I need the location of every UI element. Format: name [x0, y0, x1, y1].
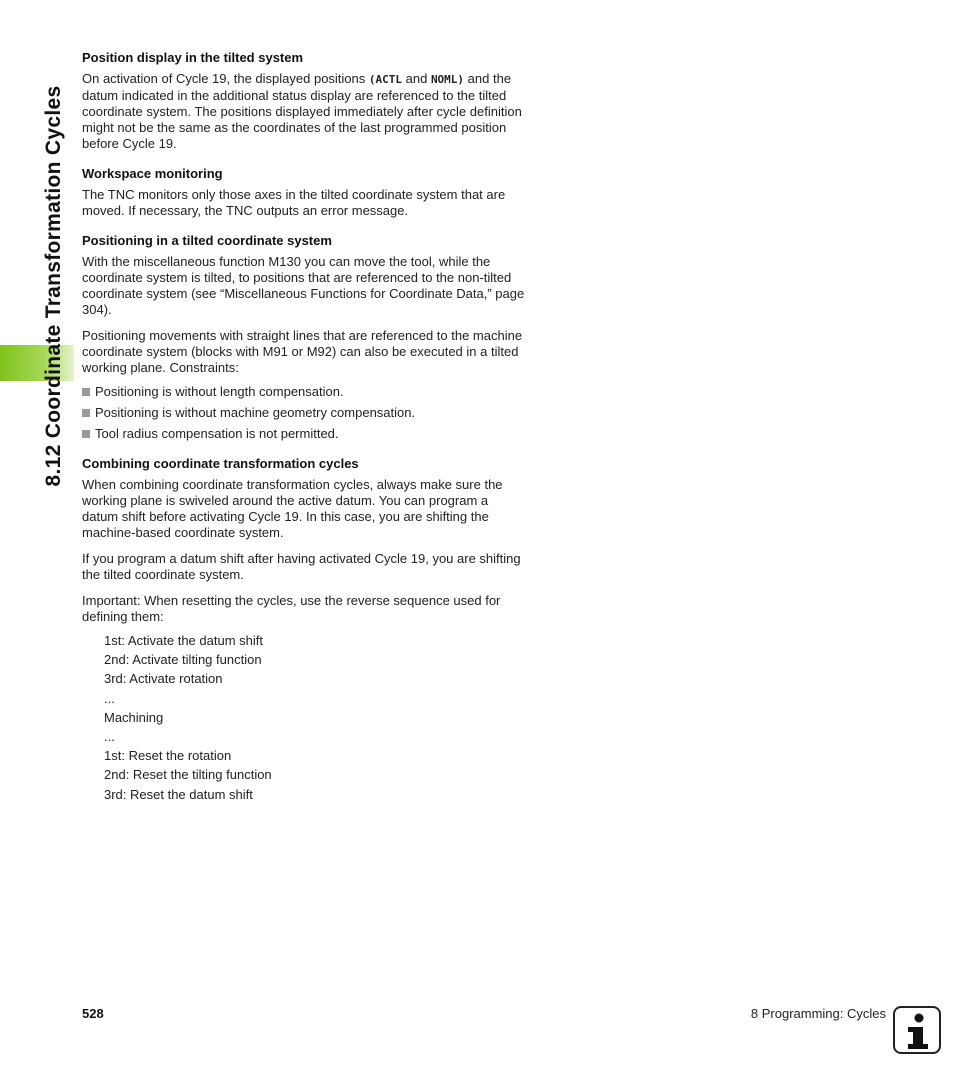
list-item — [82, 405, 527, 421]
chapter-label: 8 Programming: Cycles — [750, 1006, 886, 1021]
sequence-step: 1st: Activate the datum shift — [104, 633, 263, 648]
square-bullet-icon — [82, 388, 90, 396]
section-position-display — [82, 50, 527, 152]
info-icon — [893, 1006, 941, 1054]
sequence-step: ... — [104, 728, 115, 744]
text-run: and the datum indicated in the additional status display are referenced to the tilted coordinate system. The positions displayed immediately after cycle definition might not be the same as the coordinates of the last programmed position before Cycle 19. — [82, 71, 522, 151]
square-bullet-icon — [82, 430, 90, 438]
code-actl: (ACTL — [368, 73, 403, 86]
constraints-list — [82, 384, 527, 442]
code-noml: NOML) — [430, 73, 465, 86]
section-positioning-tilted — [82, 233, 527, 442]
list-item — [82, 384, 527, 400]
paragraph: With the miscellaneous function M130 you can move the tool, while the coordinate system is tilted, to positions that are referenced to the non-tilted coordinate system (see “Miscellaneous Functions for Coordinate Data,” page 304). — [82, 254, 525, 317]
paragraph: Important: When resetting the cycles, use the reverse sequence used for defining them: — [82, 593, 501, 624]
page-number: 528 — [82, 1006, 104, 1021]
section-heading: Positioning in a tilted coordinate system — [82, 233, 332, 248]
paragraph: Positioning movements with straight lines that are referenced to the machine coordinate system (blocks with M91 or M92) can also be executed in a tilted working plane. Constraints: — [82, 328, 523, 375]
sequence-step: 2nd: Reset the tilting function — [104, 767, 272, 783]
text-run: and — [402, 71, 431, 86]
sequence-step: Machining — [104, 709, 164, 725]
list-item-text: Positioning is without length compensation. — [95, 384, 344, 399]
sequence-step: 2nd: Activate tilting function — [104, 652, 262, 668]
list-item-text: Tool radius compensation is not permitted. — [95, 426, 339, 441]
sequence-step: 1st: Reset the rotation — [104, 748, 232, 764]
chapter-title: 8.12 Coordinate Transformation Cycles — [42, 85, 65, 487]
sequence-step: 3rd: Activate rotation — [104, 671, 223, 687]
section-workspace-monitoring — [82, 166, 527, 219]
section-combining-cycles — [82, 456, 527, 803]
section-heading: Workspace monitoring — [82, 166, 223, 181]
list-item — [82, 426, 527, 442]
sequence-step: 3rd: Reset the datum shift — [104, 786, 253, 802]
section-heading: Combining coordinate transformation cycles — [82, 456, 359, 471]
list-item-text: Positioning is without machine geometry compensation. — [95, 405, 416, 420]
paragraph: If you program a datum shift after having activated Cycle 19, you are shifting the tilted coordinate system. — [82, 551, 521, 582]
section-heading: Position display in the tilted system — [82, 50, 304, 65]
paragraph: When combining coordinate transformation cycles, always make sure the working plane is swiveled around the active datum. You can program a datum shift before activating Cycle 19. In this case, you are shifting the machine-based coordinate system. — [82, 477, 503, 540]
paragraph: The TNC monitors only those axes in the tilted coordinate system that are moved. If necessary, the TNC outputs an error message. — [82, 187, 506, 218]
sequence-list — [82, 633, 527, 803]
text-run: On activation of Cycle 19, the displayed positions — [82, 71, 369, 86]
page-content — [82, 50, 527, 817]
square-bullet-icon — [82, 409, 90, 417]
paragraph — [82, 71, 527, 152]
sequence-step: ... — [104, 690, 115, 706]
